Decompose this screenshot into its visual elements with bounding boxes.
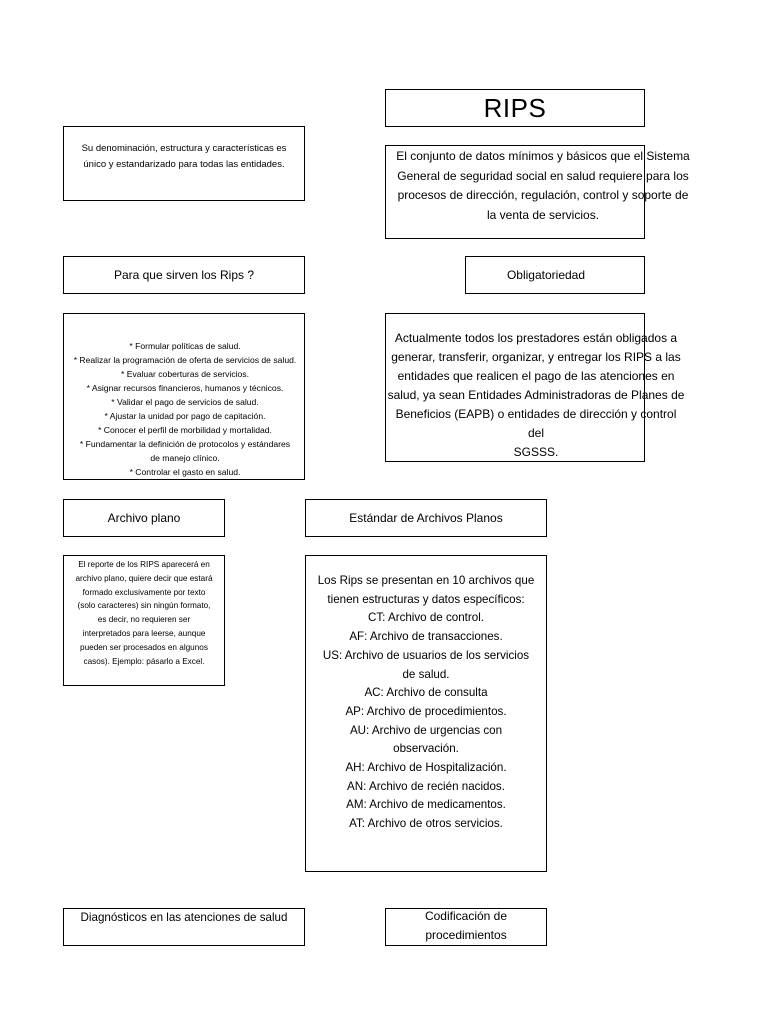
para-que-list: * Formular políticas de salud. * Realizar la programación de oferta de servicios de salud. * Evaluar coberturas de servicios. * Asignar recursos financieros, humanos y técnicos. * Validar el pago de servicios de salud. * Ajustar la unidad por pago de capitación. * Conocer el perfil de morbilidad y mortalidad. * Fundamentar la definición de protocolos y estándares de manejo clínico. * Controlar el gasto en salud. — [73, 341, 297, 477]
codificacion-title-box — [385, 908, 547, 946]
obligatoriedad-title: Obligatoriedad — [506, 268, 586, 282]
estandar-title-box — [305, 499, 547, 537]
para-que-title-box — [63, 256, 305, 294]
archivo-plano-title-box — [63, 499, 225, 537]
obligatoriedad-title-box — [465, 256, 645, 294]
archivo-plano-text-box — [63, 555, 225, 686]
codificacion-title: Codificación de procedimientos — [424, 908, 508, 942]
para-que-title: Para que sirven los Rips ? — [113, 268, 255, 282]
denomination-text: Su denominación, estructura y características es único y estandarizado para todas las entidades. — [81, 142, 287, 170]
para-que-list-box — [63, 313, 305, 480]
diagnosticos-title: Diagnósticos en las atenciones de salud — [80, 911, 288, 924]
rips-title: RIPS — [483, 92, 547, 123]
obligatoriedad-text: Actualmente todos los prestadores están obligados a generar, transferir, organizar, y entregar los RIPS a las entidades que realicen el pago de las atenciones en salud, ya sean Entidades Administradoras de Planes de Beneficios (EAPB) o entidades de dirección y control del SGSSS. — [387, 331, 685, 459]
rips-definition-box — [385, 145, 690, 239]
estandar-title: Estándar de Archivos Planos — [349, 511, 503, 525]
archivo-plano-text: El reporte de los RIPS aparecerá en archivo plano, quiere decir que estará formado exclusivamente por texto (solo caracteres) sin ningún formato, es decir, no requieren ser interpretados para leerse, aunque pueden ser procesados en algunos casos). Ejemplo: pásarlo a Excel. — [75, 560, 213, 666]
denomination-box — [63, 126, 305, 201]
rips-definition-text: El conjunto de datos mínimos y básicos que el Sistema General de seguridad social en salud requiere para los procesos de dirección, regulación, control y soporte de la venta de servicios. — [396, 149, 690, 222]
obligatoriedad-text-box — [385, 313, 685, 462]
estandar-text: Los Rips se presentan en 10 archivos que tienen estructuras y datos específicos: CT: Archivo de control. AF: Archivo de transacciones. US: Archivo de usuarios de los servicios de salud. AC: Archivo de consulta AP: Archivo de procedimientos. AU: Archivo de urgencias con observación. AH: Archivo de Hospitalización. AN: Archivo de recién nacidos. AM: Archivo de medicamentos. AT: Archivo de otros servicios. — [317, 574, 535, 831]
rips-title-box — [385, 89, 645, 127]
archivo-plano-title: Archivo plano — [107, 511, 181, 525]
estandar-text-box — [305, 555, 547, 872]
diagnosticos-title-box — [63, 908, 305, 946]
